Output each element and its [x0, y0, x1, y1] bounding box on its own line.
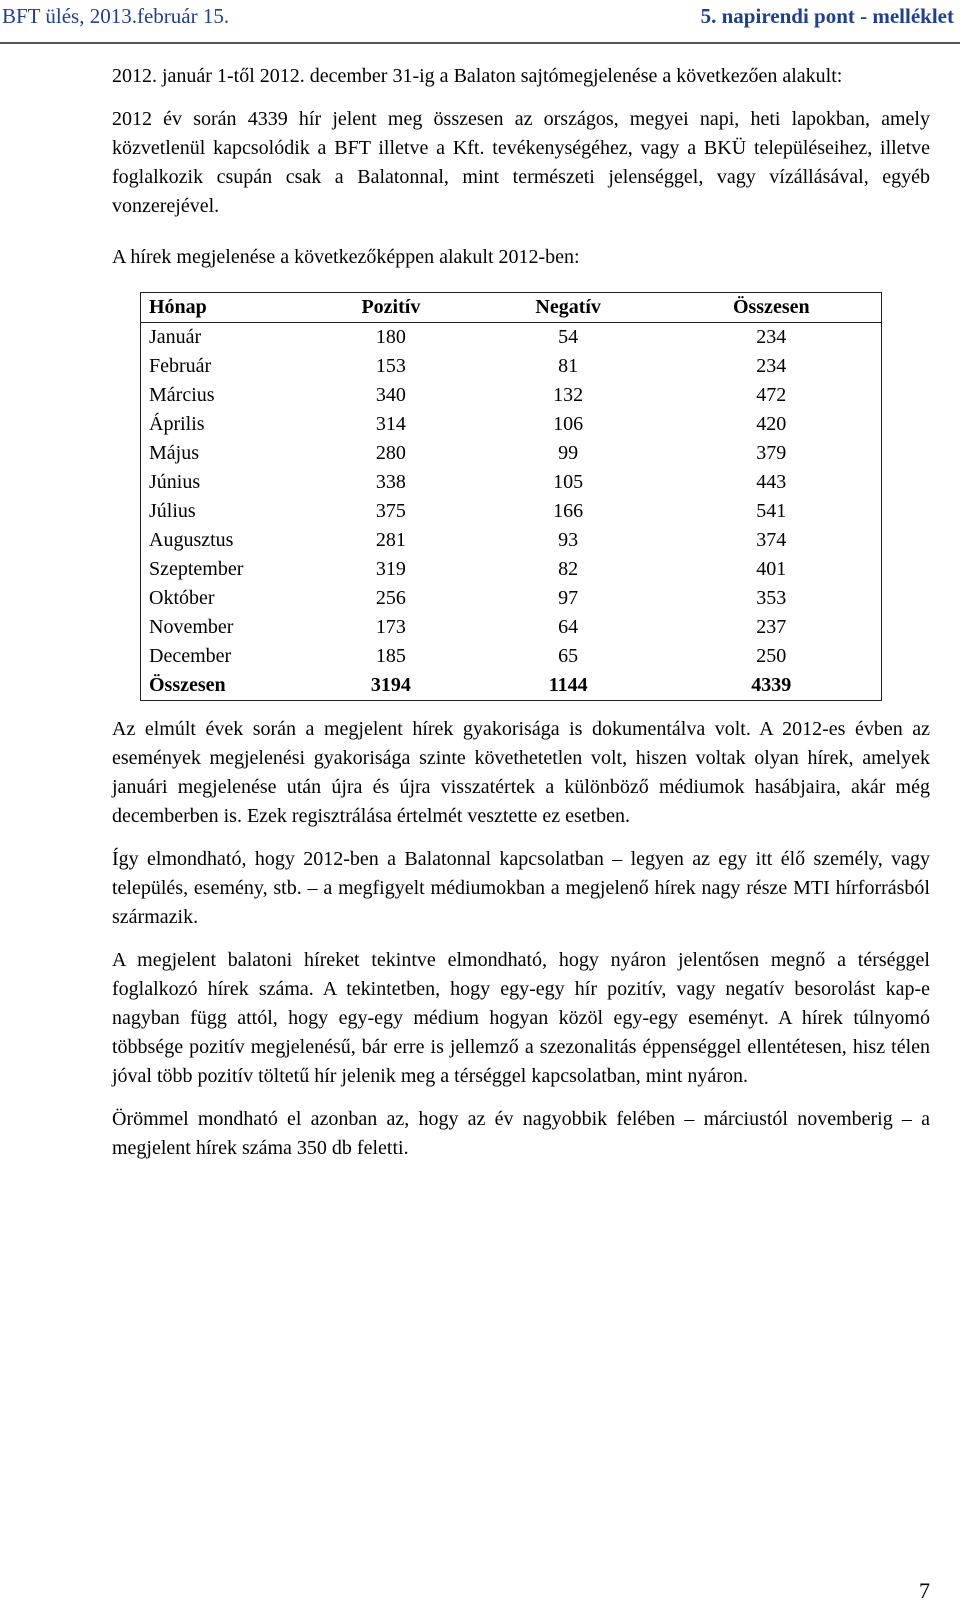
- cell-negative: 93: [558, 529, 579, 551]
- header-positive: Pozitív: [307, 293, 475, 323]
- table-total-row: [141, 671, 882, 701]
- cell-total: 420: [756, 413, 787, 435]
- cell-positive: 340: [375, 384, 406, 406]
- header-negative: Negatív: [475, 293, 662, 323]
- cell-negative: 54: [558, 326, 579, 348]
- table-row: [141, 555, 882, 584]
- cell-negative: 64: [558, 616, 579, 638]
- table-row: [141, 497, 882, 526]
- table-intro-paragraph: A hírek megjelenése a következőképpen alakult 2012-ben:: [112, 246, 580, 268]
- cell-total: 250: [756, 645, 787, 667]
- news-statistics-table: [140, 292, 882, 701]
- cell-month: Március: [149, 384, 215, 406]
- cell-total: 234: [756, 326, 787, 348]
- cell-total: 401: [756, 558, 787, 580]
- table-row: [141, 410, 882, 439]
- table-row: [141, 468, 882, 497]
- page-number: 7: [919, 1578, 930, 1603]
- cell-positive: 153: [375, 355, 406, 377]
- cell-month: Június: [149, 471, 201, 493]
- cell-positive: 280: [375, 442, 406, 464]
- cell-negative: 65: [558, 645, 579, 667]
- cell-month: Október: [149, 587, 215, 609]
- table-row: [141, 526, 882, 555]
- cell-positive: 375: [375, 500, 406, 522]
- header-agenda-item: 5. napirendi pont - melléklet: [700, 4, 954, 28]
- cell-positive: 319: [375, 558, 406, 580]
- cell-month: Július: [149, 500, 196, 522]
- cell-month: Április: [149, 413, 205, 435]
- header-total: Összesen: [662, 293, 882, 323]
- cell-negative: 97: [558, 587, 579, 609]
- table-row: [141, 613, 882, 642]
- cell-positive: 338: [375, 471, 406, 493]
- header-month: Hónap: [141, 293, 308, 323]
- conclusion-paragraph: Örömmel mondható el azonban az, hogy az év nagyobbik felében – márciustól novemberig – a megjelent hírek száma 350 db feletti.: [112, 1108, 930, 1159]
- cell-month: Május: [149, 442, 199, 464]
- total-all: 4339: [751, 674, 792, 696]
- cell-month: Szeptember: [149, 558, 244, 580]
- total-negative: 1144: [548, 674, 588, 696]
- cell-positive: 185: [375, 645, 406, 667]
- cell-month: December: [149, 645, 232, 667]
- table-row: [141, 642, 882, 671]
- table-row: [141, 381, 882, 410]
- mti-source-paragraph: Így elmondható, hogy 2012-ben a Balatonnal kapcsolatban – legyen az egy itt élő személy, vagy település, esemény, stb. – a megfigyelt médiumokban a megjelenő hírek nagy része MTI hírforrásból származik.: [112, 848, 930, 928]
- cell-negative: 166: [553, 500, 584, 522]
- header-meeting-date: BFT ülés, 2013.február 15.: [2, 4, 230, 28]
- total-label: Összesen: [149, 674, 226, 696]
- page-header: [0, 4, 960, 44]
- cell-total: 472: [756, 384, 787, 406]
- cell-total: 353: [756, 587, 787, 609]
- table-row: [141, 352, 882, 381]
- cell-negative: 106: [553, 413, 584, 435]
- summary-paragraph: 2012 év során 4339 hír jelent meg összesen az országos, megyei napi, heti lapokban, amely közvetlenül kapcsolódik a BFT illetve a Kft. tevékenységéhez, vagy a BKÜ településeihez, illetve foglalkozik csupán csak a Balatonnal, mint természeti jelenséggel, vagy vízállásával, egyéb vonzerejével.: [112, 108, 930, 217]
- cell-month: Augusztus: [149, 529, 234, 551]
- table-row: [141, 323, 882, 353]
- table-row: [141, 584, 882, 613]
- cell-total: 379: [756, 442, 787, 464]
- cell-total: 237: [756, 616, 787, 638]
- cell-month: November: [149, 616, 234, 638]
- cell-negative: 81: [558, 355, 579, 377]
- cell-month: Február: [149, 355, 212, 377]
- cell-negative: 105: [553, 471, 584, 493]
- cell-total: 541: [756, 500, 787, 522]
- intro-paragraph: 2012. január 1-től 2012. december 31-ig a Balaton sajtómegjelenése a következően alakult:: [112, 65, 843, 87]
- cell-negative: 132: [553, 384, 584, 406]
- cell-month: Január: [149, 326, 202, 348]
- cell-positive: 180: [375, 326, 406, 348]
- cell-total: 374: [756, 529, 787, 551]
- cell-positive: 256: [375, 587, 406, 609]
- total-positive: 3194: [370, 674, 411, 696]
- cell-negative: 99: [558, 442, 579, 464]
- cell-positive: 173: [375, 616, 406, 638]
- cell-positive: 281: [375, 529, 406, 551]
- cell-negative: 82: [558, 558, 579, 580]
- cell-positive: 314: [375, 413, 406, 435]
- frequency-paragraph: Az elmúlt évek során a megjelent hírek gyakorisága is dokumentálva volt. A 2012-es évben az események megjelenési gyakorisága szinte követhetetlen volt, hiszen voltak olyan hírek, amelyek januári megjelenése után újra és újra visszatértek a különböző médiumok hasábjaira, akár még decemberben is. Ezek regisztrálása értelmét vesztette ez esetben.: [112, 718, 930, 827]
- seasonality-paragraph: A megjelent balatoni híreket tekintve elmondható, hogy nyáron jelentősen megnő a térséggel foglalkozó hírek száma. A tekintetben, hogy egy-egy hír pozitív, vagy negatív besorolást kap-e nagyban függ attól, hogy egy-egy médium hogyan közöl egy-egy eseményt. A hírek túlnyomó többsége pozitív megjelenésű, bár erre is jellemző a szezonalitás éppenséggel ellentétesen, hisz télen jóval több pozitív töltetű hír jelenik meg a térséggel kapcsolatban, mint nyáron.: [112, 949, 930, 1087]
- table-row: [141, 439, 882, 468]
- document-body: [112, 62, 930, 1163]
- table-header-row: [141, 293, 882, 323]
- cell-total: 234: [756, 355, 787, 377]
- cell-total: 443: [756, 471, 787, 493]
